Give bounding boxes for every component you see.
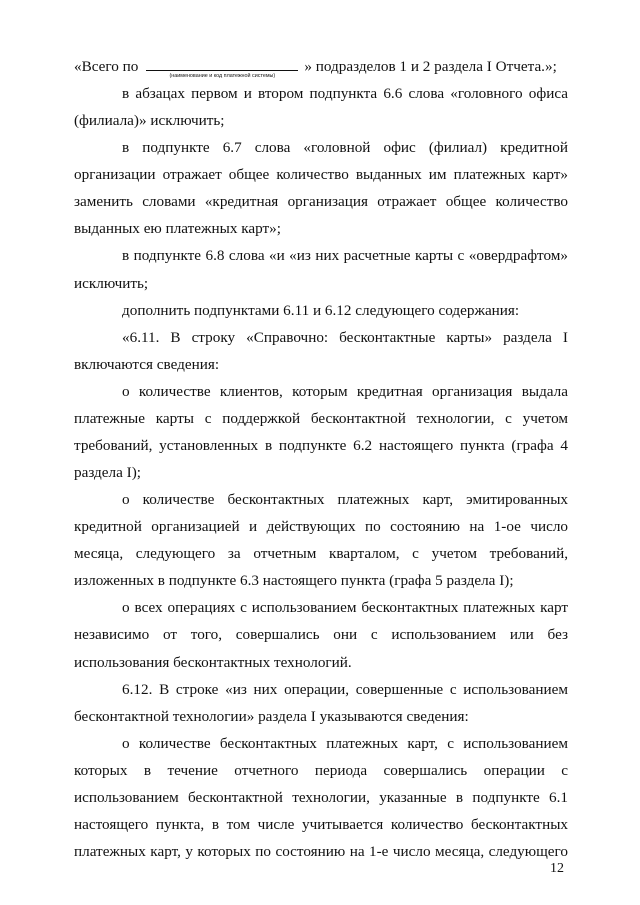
- text-line: в абзацах первом и втором подпункта 6.6 слова «головного офиса: [122, 85, 568, 102]
- text-line: раздела I);: [74, 464, 141, 481]
- text-line: платежные карты с поддержкой бесконтактной технологии, с учетом: [74, 410, 568, 427]
- text-line: о количестве бесконтактных платежных карт, эмитированных: [122, 491, 568, 508]
- text-line: о количестве клиентов, которым кредитная организация выдала: [122, 383, 568, 400]
- text-line: которых в течение отчетного периода совершались операции с: [74, 762, 568, 779]
- text-line: исключить;: [74, 275, 149, 292]
- text-line: месяца, следующего за отчетным кварталом, с учетом требований,: [74, 545, 568, 562]
- text-line: «6.11. В строку «Справочно: бесконтактные карты» раздела I: [122, 329, 568, 346]
- text-line: заменить словами «кредитная организация отражает общее количество: [74, 193, 568, 210]
- text-line: платежных карт, у которых по состоянию на 1-е число месяца, следующего: [74, 843, 568, 860]
- text-line: изложенных в подпункте 6.3 настоящего пункта (графа 5 раздела I);: [74, 572, 514, 589]
- opening-text: «Всего по: [74, 58, 139, 75]
- text-line: о количестве бесконтактных платежных карт, с использованием: [122, 735, 568, 752]
- text-line: независимо от того, совершались они с использованием или без: [74, 626, 568, 643]
- page-number: 12: [550, 861, 564, 876]
- opening-line: [74, 57, 568, 77]
- text-line: использованием бесконтактной технологии, указанные в подпункте 6.1: [74, 789, 568, 806]
- text-line: организации отражает общее количество выданных им платежных карт»: [74, 166, 568, 183]
- text-line: настоящего пункта, в том числе учитывается количество бесконтактных: [74, 816, 568, 833]
- payment-system-blank: [146, 57, 298, 77]
- blank-rule: [146, 70, 298, 71]
- text-line: требований, установленных в подпункте 6.2 настоящего пункта (графа 4: [74, 437, 568, 454]
- text-line: кредитной организацией и действующих по состоянию на 1-ое число: [74, 518, 568, 535]
- opening-text-end: » подразделов 1 и 2 раздела I Отчета.»;: [304, 58, 557, 75]
- text-line: в подпункте 6.8 слова «и «из них расчетные карты с «овердрафтом»: [122, 247, 568, 264]
- blank-caption: (наименование и код платежной системы): [169, 73, 276, 79]
- text-line: дополнить подпунктами 6.11 и 6.12 следующего содержания:: [122, 302, 520, 319]
- text-line: (филиала)» исключить;: [74, 112, 225, 129]
- text-line: 6.12. В строке «из них операции, совершенные с использованием: [122, 681, 568, 698]
- text-line: о всех операциях с использованием бесконтактных платежных карт: [122, 599, 568, 616]
- text-line: в подпункте 6.7 слова «головной офис (филиал) кредитной: [122, 139, 568, 156]
- text-line: бесконтактной технологии» раздела I указываются сведения:: [74, 708, 469, 725]
- text-line: выданных ею платежных карт»;: [74, 220, 281, 237]
- text-line: использования бесконтактных технологий.: [74, 654, 352, 671]
- text-line: включаются сведения:: [74, 356, 220, 373]
